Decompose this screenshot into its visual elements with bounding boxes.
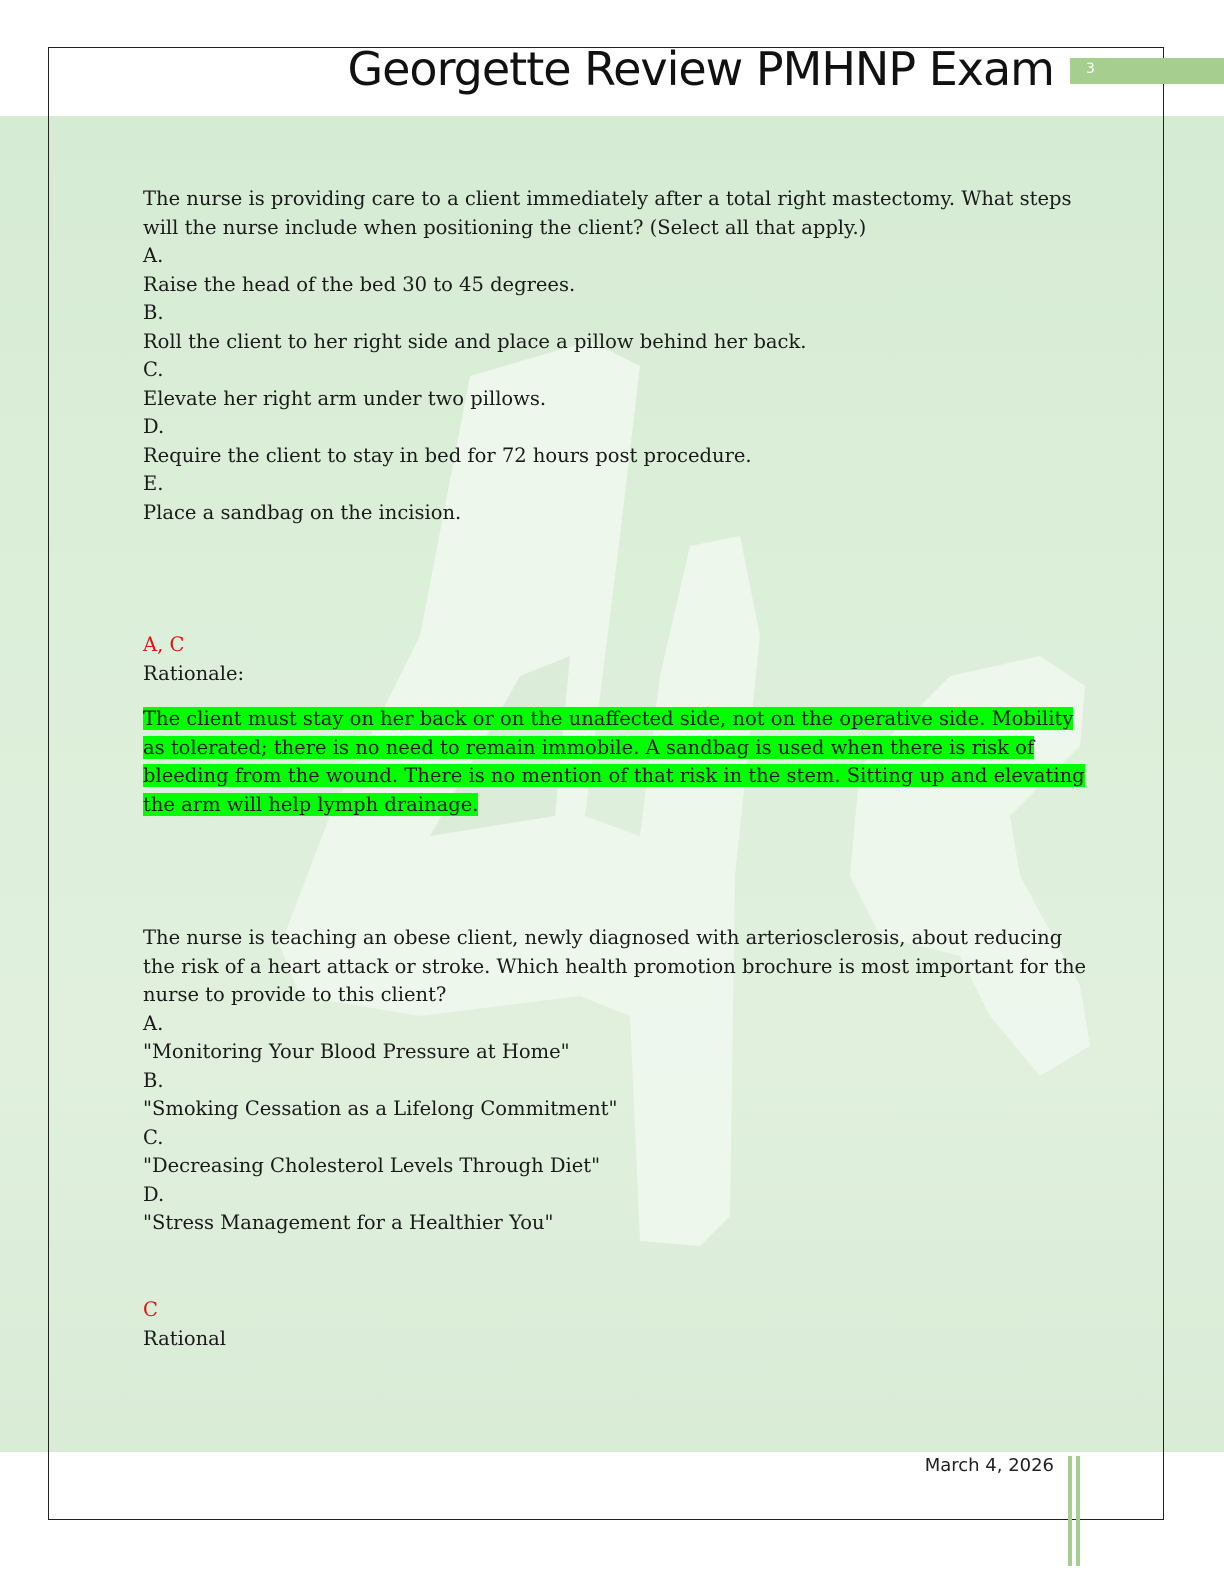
question-2-stem-line: nurse to provide to this client? <box>143 983 447 1006</box>
question-2-answer: C <box>143 1298 158 1321</box>
highlighted-rationale-line: bleeding from the wound. There is no mention of that risk in the stem. Sitting up and elevating <box>143 764 1085 787</box>
question-1-stem-line: The nurse is providing care to a client immediately after a total right mastectomy. What steps <box>143 187 1072 210</box>
option-text: "Decreasing Cholesterol Levels Through Diet" <box>143 1154 601 1177</box>
footer-accent-bar <box>1068 1456 1072 1566</box>
question-1-answer: A, C <box>143 633 185 656</box>
question-1-answer-block <box>143 631 1073 688</box>
option-letter: D. <box>143 1182 165 1206</box>
option-text: Roll the client to her right side and place a pillow behind her back. <box>143 329 807 353</box>
option-letter: C. <box>143 1125 164 1149</box>
rationale-label: Rational <box>143 1326 226 1350</box>
highlighted-rationale-line: the arm will help lymph drainage. <box>143 792 479 816</box>
option-letter: A. <box>143 244 164 267</box>
question-2-stem-line: The nurse is teaching an obese client, newly diagnosed with arteriosclerosis, about reducing <box>143 926 1063 949</box>
option-text: Place a sandbag on the incision. <box>143 500 462 524</box>
footer-accent-bar <box>1076 1456 1080 1566</box>
option-letter: B. <box>143 1068 164 1092</box>
option-text: Require the client to stay in bed for 72 hours post procedure. <box>143 443 752 467</box>
document-title: Georgette Review PMHNP Exam <box>347 42 1054 96</box>
question-2-stem-line: the risk of a heart attack or stroke. Which health promotion brochure is most important for the <box>143 954 1087 978</box>
option-text: Elevate her right arm under two pillows. <box>143 386 547 410</box>
highlighted-rationale-line: The client must stay on her back or on the unaffected side, not on the operative side. Mobility <box>143 707 1074 730</box>
highlighted-rationale-line: as tolerated; there is no need to remain immobile. A sandbag is used when there is risk of <box>143 735 1035 759</box>
page-number: 3 <box>1086 61 1095 77</box>
footer-date: March 4, 2026 <box>924 1455 1054 1476</box>
question-1-stem-line: will the nurse include when positioning the client? (Select all that apply.) <box>143 215 867 239</box>
question-2-answer-block <box>143 1296 1073 1353</box>
option-text: "Smoking Cessation as a Lifelong Commitment" <box>143 1097 618 1120</box>
option-letter: C. <box>143 358 164 381</box>
option-letter: E. <box>143 472 164 495</box>
option-text: "Monitoring Your Blood Pressure at Home" <box>143 1040 570 1063</box>
option-letter: D. <box>143 415 165 438</box>
option-letter: B. <box>143 301 164 324</box>
rationale-label: Rationale: <box>143 661 245 685</box>
question-2 <box>143 924 1087 1238</box>
option-text: Raise the head of the bed 30 to 45 degrees. <box>143 272 576 296</box>
option-text: "Stress Management for a Healthier You" <box>143 1211 554 1234</box>
option-letter: A. <box>143 1011 164 1035</box>
question-1-rationale <box>143 705 1085 819</box>
question-1 <box>143 185 1073 527</box>
